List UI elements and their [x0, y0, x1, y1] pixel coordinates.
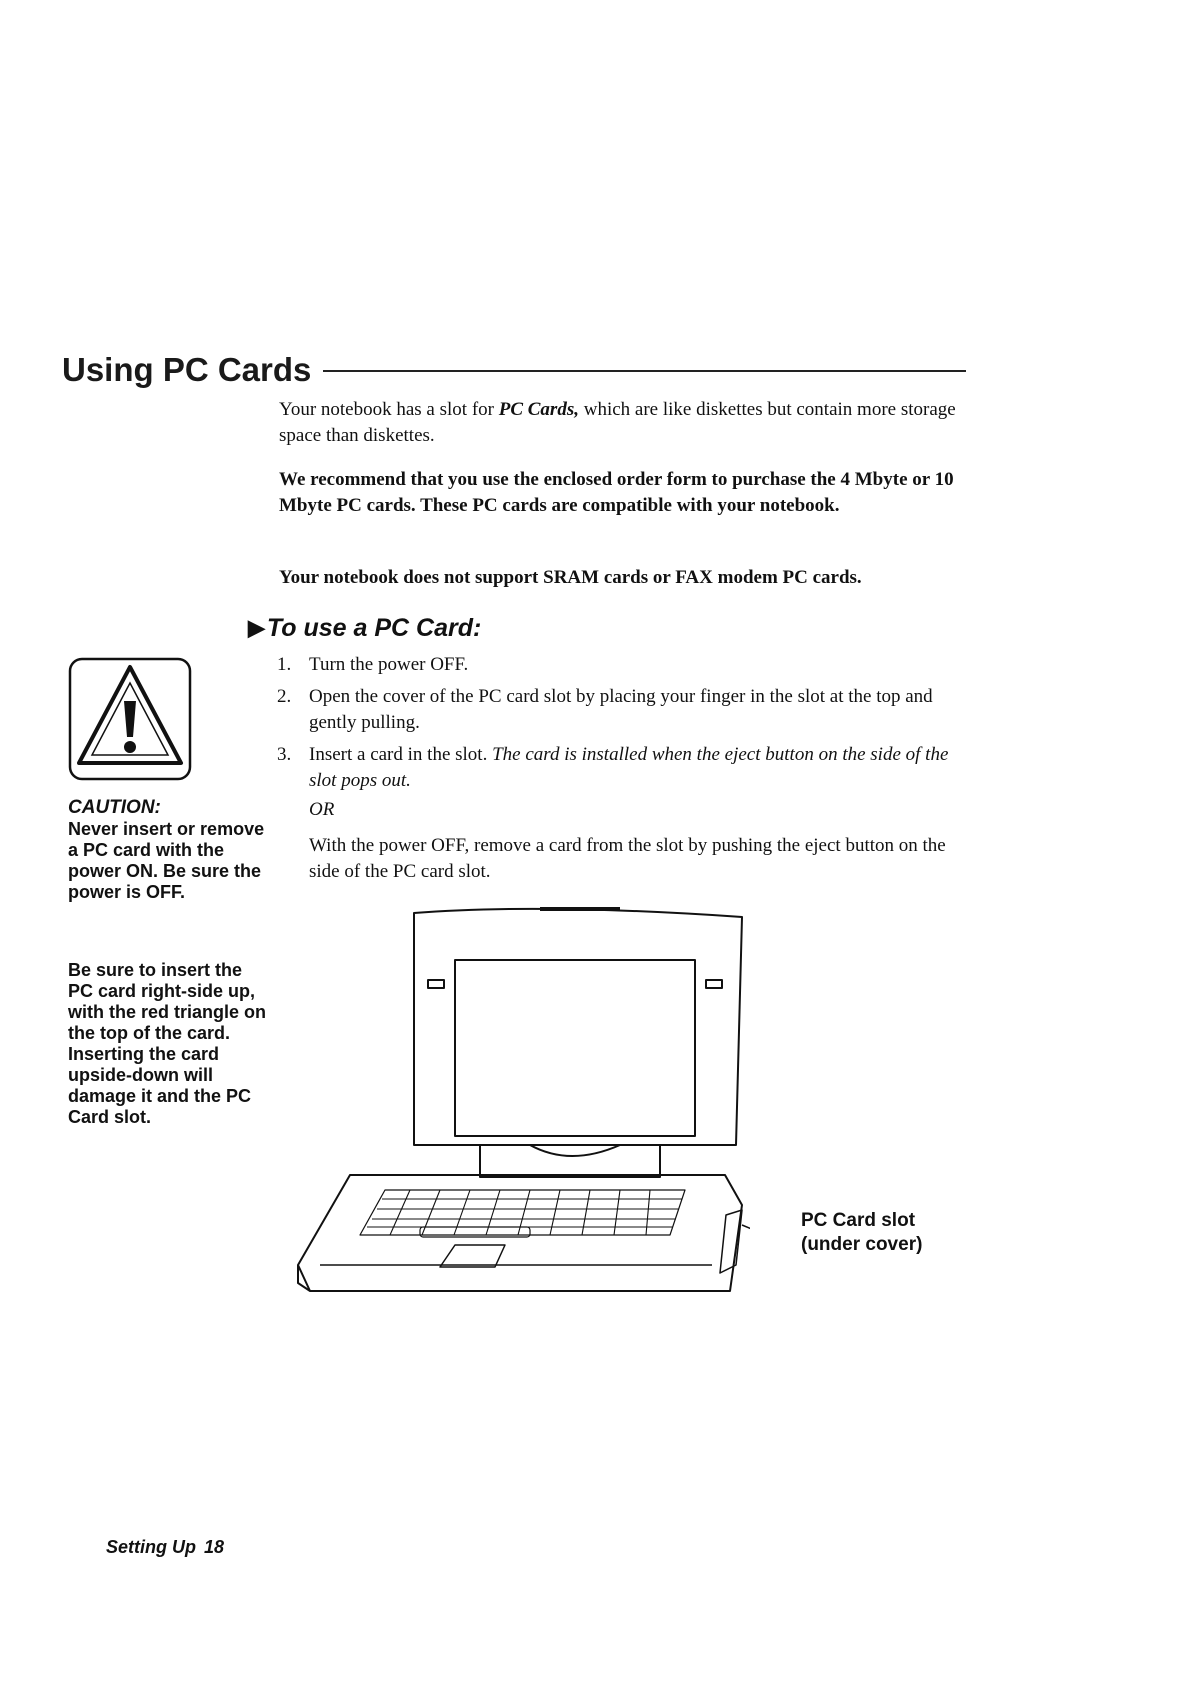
step-number: 3.	[277, 744, 292, 765]
procedure-heading	[248, 613, 481, 643]
or-label: OR	[309, 799, 335, 820]
step-text-main: Insert a card in the slot.	[309, 744, 493, 765]
step-note: The card is installed when the eject button on the side of the slot pops out.	[309, 744, 949, 791]
support-paragraph: Your notebook does not support SRAM cards or FAX modem PC cards.	[279, 567, 862, 588]
caution-text-orientation: Be sure to insert the PC card right-side up, with the red triangle on the top of the card. Inserting the card upside-down will damage it and the PC Card slot.	[68, 960, 267, 1127]
pc-card-slot-callout	[801, 1209, 922, 1257]
intro-text-b: which are like diskettes but contain more storage space than diskettes.	[279, 399, 956, 446]
step-text: Turn the power OFF.	[309, 654, 469, 675]
list-item	[277, 684, 977, 736]
page-number: 18	[204, 1537, 225, 1557]
step-text	[309, 742, 977, 794]
caution-note	[68, 797, 268, 903]
callout-line: PC Card slot	[801, 1210, 916, 1231]
step-number: 2.	[277, 686, 292, 707]
list-item	[277, 652, 977, 678]
section-title: Using PC Cards	[62, 351, 312, 388]
recommend-paragraph: We recommend that you use the enclosed order form to purchase the 4 Mbyte or 10 Mbyte PC cards. These PC cards are compatible with your notebook.	[279, 469, 954, 516]
step-number: 1.	[277, 654, 292, 675]
warning-icon	[68, 657, 192, 781]
footer-section: Setting Up	[106, 1537, 196, 1557]
pc-cards-term: PC Cards,	[498, 399, 579, 420]
list-item	[277, 742, 977, 794]
page-footer	[106, 1537, 224, 1558]
triangle-arrow-icon: ▶	[248, 615, 265, 640]
caution-heading: CAUTION:	[68, 797, 161, 818]
intro-text-a: Your notebook has a slot for	[279, 399, 499, 420]
caution-text: Never insert or remove a PC card with the power ON. Be sure the power is OFF.	[68, 819, 265, 902]
procedure-title: To use a PC Card:	[266, 614, 482, 642]
title-rule	[323, 370, 966, 372]
intro-paragraph	[279, 397, 959, 449]
notebook-illustration	[290, 905, 750, 1305]
steps-list	[277, 652, 977, 800]
alternative-instruction: With the power OFF, remove a card from the slot by pushing the eject button on the side of the PC card slot.	[309, 835, 946, 882]
callout-line: (under cover)	[801, 1234, 923, 1255]
step-text: Open the cover of the PC card slot by placing your finger in the slot at the top and gently pulling.	[309, 686, 933, 733]
